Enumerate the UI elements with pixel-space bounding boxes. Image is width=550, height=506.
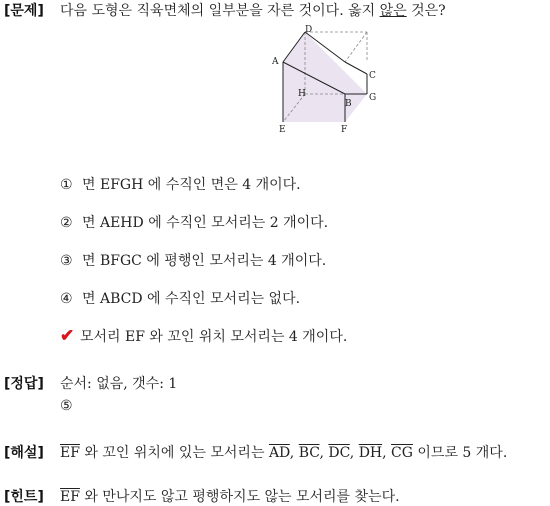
- option-3-text: 면 BFGC 에 평행인 모서리는 4 개이다.: [82, 253, 327, 269]
- option-4-text: 면 ABCD 에 수직인 모서리는 없다.: [82, 291, 301, 307]
- option-1-number: ①: [60, 177, 73, 193]
- hint-edge: $\overline{EF}$: [60, 489, 80, 505]
- explanation-edge-3: $\overline{DC}$: [328, 445, 350, 461]
- label-A: A: [272, 57, 279, 67]
- option-4: [60, 288, 300, 308]
- explanation-edge-5: $\overline{CG}$: [391, 445, 413, 461]
- question-text-before: 다음 도형은 직육면체의 일부분을 자른 것이다. 옳지: [60, 3, 380, 19]
- label-B: B: [345, 99, 352, 109]
- explanation-edge-1: $\overline{AD}$: [268, 445, 290, 461]
- option-3: [60, 250, 326, 270]
- explanation-edge-2: $\overline{BC}$: [298, 445, 320, 461]
- option-5: [60, 326, 347, 346]
- explanation-text: $\overline{EF}$ 와 꼬인 위치에 있는 모서리는 $\overline{AD}$, $\overline{BC}$, $\overline{DC}$, $\overline{DH}$, $\overline{CG}$ 이므로 5 개다.: [60, 445, 508, 461]
- label-D: D: [305, 25, 313, 35]
- option-2-number: ②: [60, 215, 73, 231]
- option-4-number: ④: [60, 291, 73, 307]
- answer-line-2: ⑤: [60, 398, 73, 414]
- question-tag: [문제]: [4, 3, 44, 19]
- explanation-edge-main: $\overline{EF}$: [60, 445, 80, 461]
- question-text-underlined: 않은: [379, 3, 407, 19]
- option-1-text: 면 EFGH 에 수직인 면은 4 개이다.: [82, 177, 301, 193]
- hint-text-body: 와 만나지도 않고 평행하지도 않는 모서리를 찾는다.: [79, 489, 400, 505]
- explanation-text-end: 이므로 5 개다.: [412, 445, 508, 461]
- explanation-tag: [해설]: [4, 445, 44, 461]
- label-H: H: [298, 89, 306, 99]
- hint-text: [60, 486, 400, 506]
- question-text: [60, 0, 446, 20]
- label-C: C: [369, 71, 376, 81]
- answer-tag: [정답]: [4, 376, 44, 392]
- question-text-after: 것은?: [406, 3, 446, 19]
- answer-line-1: 순서: 없음, 갯수: 1: [60, 376, 178, 392]
- cuboid-figure: [265, 24, 385, 136]
- option-2: [60, 212, 328, 232]
- label-E: E: [279, 125, 286, 135]
- correct-check-icon: ✔: [60, 326, 75, 346]
- label-G: G: [369, 93, 377, 103]
- hint-tag: [힌트]: [4, 489, 44, 505]
- explanation-text-mid: 와 꼬인 위치에 있는 모서리는: [79, 445, 269, 461]
- option-3-number: ③: [60, 253, 73, 269]
- option-2-text: 면 AEHD 에 수직인 모서리는 2 개이다.: [82, 215, 329, 231]
- explanation-edge-4: $\overline{DH}$: [358, 445, 383, 461]
- option-1: [60, 174, 301, 194]
- label-F: F: [341, 125, 348, 135]
- option-5-text: 모서리 EF 와 꼬인 위치 모서리는 4 개이다.: [80, 329, 348, 345]
